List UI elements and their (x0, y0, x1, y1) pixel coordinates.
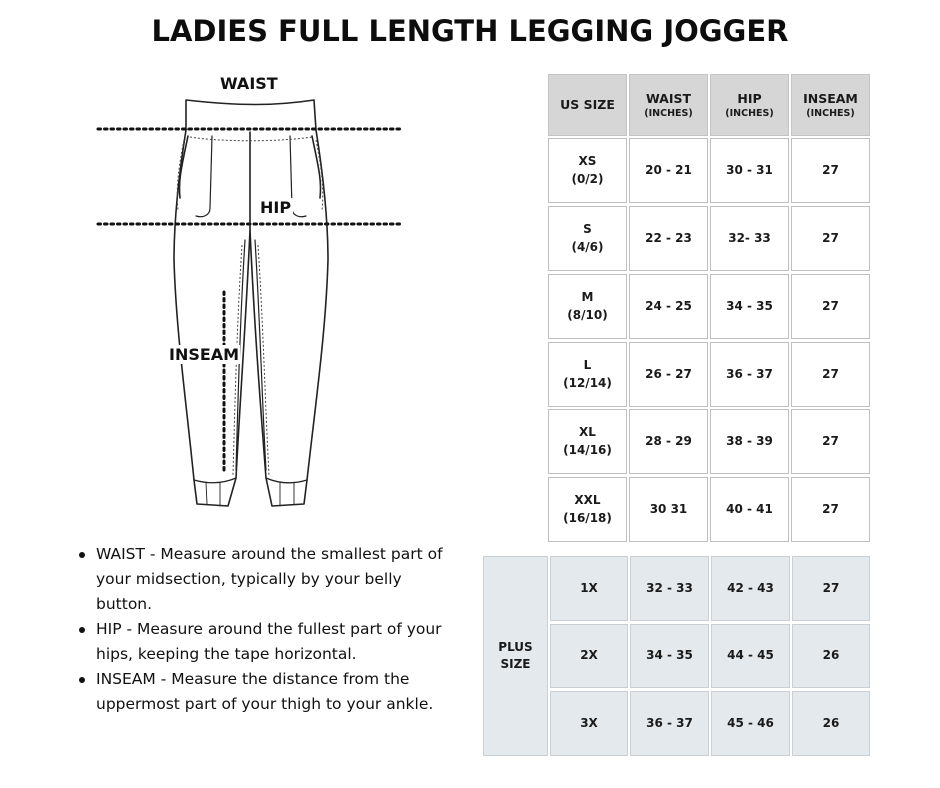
header-inseam (791, 74, 870, 136)
waist-cell: 20 - 21 (629, 138, 708, 203)
inseam-cell: 27 (791, 206, 870, 271)
inseam-cell: 27 (791, 477, 870, 542)
plus-label-line: PLUS (498, 639, 533, 654)
size-sub: (14/16) (563, 442, 612, 457)
plus-waist-cell: 34 - 35 (630, 624, 709, 688)
inseam-cell: 27 (791, 138, 870, 203)
header-label: HIP (737, 90, 762, 106)
header-label: US SIZE (560, 96, 615, 112)
inseam-cell: 27 (791, 409, 870, 474)
size-sub: (0/2) (571, 171, 604, 186)
plus-inseam-cell: 27 (792, 556, 870, 621)
waist-cell: 26 - 27 (629, 342, 708, 407)
waist-cell: 30 31 (629, 477, 708, 542)
inseam-cell: 27 (791, 342, 870, 407)
size-cell (548, 477, 627, 542)
header-hip (710, 74, 789, 136)
plus-size-cell: 3X (550, 691, 628, 756)
plus-hip-cell: 42 - 43 (711, 556, 790, 621)
hip-cell: 40 - 41 (710, 477, 789, 542)
note-waist: WAIST - Measure around the smallest part of your midsection, typically by your belly button. (76, 542, 456, 617)
plus-hip-cell: 44 - 45 (711, 624, 790, 688)
plus-waist-cell: 36 - 37 (630, 691, 709, 756)
header-label: INSEAM (803, 90, 858, 106)
waist-cell: 22 - 23 (629, 206, 708, 271)
hip-cell: 34 - 35 (710, 274, 789, 339)
waist-cell: 24 - 25 (629, 274, 708, 339)
header-label: WAIST (645, 90, 692, 106)
size-label: M (581, 290, 594, 305)
hip-cell: 30 - 31 (710, 138, 789, 203)
plus-size-label (483, 556, 548, 756)
inseam-label: INSEAM (169, 345, 240, 364)
plus-inseam-cell: 26 (792, 691, 870, 756)
header-unit: (INCHES) (806, 107, 855, 119)
size-label: XXL (574, 493, 601, 508)
size-cell (548, 342, 627, 407)
jogger-illustration (90, 70, 420, 520)
size-label: L (583, 358, 592, 373)
size-cell (548, 274, 627, 339)
waist-cell: 28 - 29 (629, 409, 708, 474)
size-cell (548, 206, 627, 271)
inseam-cell: 27 (791, 274, 870, 339)
waist-label: WAIST (220, 74, 278, 93)
page-title: LADIES FULL LENGTH LEGGING JOGGER (151, 14, 789, 48)
hip-label: HIP (260, 198, 292, 217)
hip-cell: 38 - 39 (710, 409, 789, 474)
header-unit: (INCHES) (725, 107, 774, 119)
measurement-notes (76, 542, 456, 717)
size-label: XS (578, 154, 597, 169)
plus-size-cell: 1X (550, 556, 628, 621)
plus-label-line: SIZE (500, 657, 531, 671)
header-unit: (INCHES) (644, 107, 693, 119)
size-sub: (8/10) (567, 307, 608, 322)
note-inseam: INSEAM - Measure the distance from the uppermost part of your thigh to your ankle. (76, 667, 456, 717)
hip-cell: 32- 33 (710, 206, 789, 271)
jogger-diagram (90, 70, 420, 520)
size-cell (548, 409, 627, 474)
size-label: XL (579, 425, 596, 440)
header-waist (629, 74, 708, 136)
size-sub: (12/14) (563, 375, 612, 390)
plus-size-cell: 2X (550, 624, 628, 688)
size-cell (548, 138, 627, 203)
hip-cell: 36 - 37 (710, 342, 789, 407)
note-hip: HIP - Measure around the fullest part of your hips, keeping the tape horizontal. (76, 617, 456, 667)
plus-waist-cell: 32 - 33 (630, 556, 709, 621)
header-us-size (548, 74, 627, 136)
size-label: S (583, 222, 592, 237)
plus-hip-cell: 45 - 46 (711, 691, 790, 756)
size-sub: (16/18) (563, 510, 612, 525)
size-sub: (4/6) (571, 239, 604, 254)
plus-inseam-cell: 26 (792, 624, 870, 688)
